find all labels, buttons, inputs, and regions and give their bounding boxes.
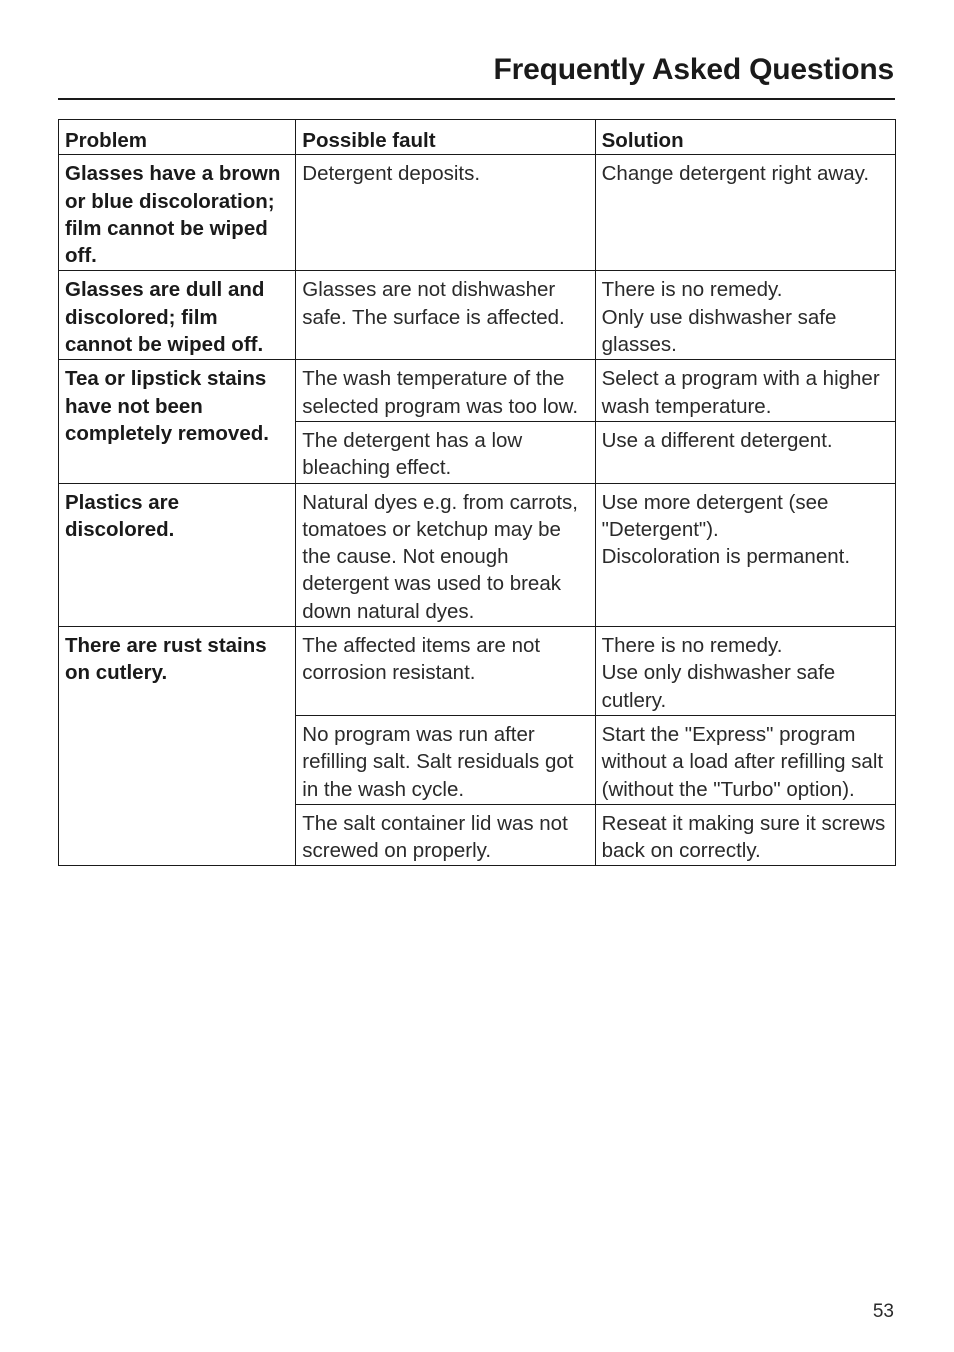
solution-text: Change detergent right away.	[601, 162, 870, 186]
solution-cell	[595, 804, 895, 866]
table-row	[59, 627, 896, 716]
solution-text: There is no remedy.	[601, 278, 783, 302]
possible-fault-cell	[296, 804, 595, 866]
problem-cell: Plastics are discolored.	[59, 483, 296, 626]
fault-text: The detergent has a low bleaching effect.	[302, 428, 523, 480]
page-title: Frequently Asked Questions	[493, 53, 894, 86]
possible-fault-cell	[296, 421, 595, 483]
possible-fault-cell	[296, 271, 595, 360]
header-problem: Problem	[59, 120, 296, 155]
possible-fault-cell	[296, 483, 595, 626]
solution-text: Use a different detergent.	[601, 428, 833, 452]
solution-cell	[595, 483, 895, 626]
solution-cell	[595, 627, 895, 716]
problem-cell: Tea or lipstick stains have not been completely removed.	[59, 360, 296, 483]
possible-fault-cell	[296, 360, 595, 422]
problem-cell: Glasses have a brown or blue discoloration; film cannot be wiped off.	[59, 155, 296, 271]
possible-fault-cell	[296, 627, 595, 716]
header-solution: Solution	[595, 120, 895, 155]
possible-fault-cell	[296, 715, 595, 804]
solution-text: Discoloration is permanent.	[601, 545, 851, 569]
fault-text: Glasses are not dishwasher safe. The surface is affected.	[302, 278, 565, 329]
title-divider	[58, 98, 895, 100]
table-row	[59, 483, 896, 626]
possible-fault-cell	[296, 155, 595, 271]
fault-text: The affected items are not corrosion resistant.	[302, 634, 541, 685]
solution-cell	[595, 155, 895, 271]
page-number: 53	[872, 1301, 894, 1322]
problem-cell: Glasses are dull and discolored; film cannot be wiped off.	[59, 271, 296, 360]
table-row	[59, 155, 896, 271]
solution-text: Reseat it making sure it screws back on correctly.	[601, 811, 886, 863]
problem-cell: There are rust stains on cutlery.	[59, 627, 296, 866]
fault-text: The salt container lid was not screwed on properly.	[302, 811, 568, 863]
table-row	[59, 360, 896, 422]
fault-text: The wash temperature of the selected program was too low.	[302, 367, 579, 418]
solution-text: Use only dishwasher safe cutlery.	[601, 661, 836, 712]
solution-text: Use more detergent (see "Detergent").	[601, 490, 829, 541]
faq-table-body	[59, 155, 896, 866]
solution-cell	[595, 360, 895, 422]
fault-text: Detergent deposits.	[302, 162, 481, 186]
solution-text: Only use dishwasher safe glasses.	[601, 305, 837, 357]
solution-cell	[595, 421, 895, 483]
header-possible-fault: Possible fault	[296, 120, 595, 155]
table-row	[59, 271, 896, 360]
table-header-row	[59, 120, 896, 155]
solution-cell	[595, 271, 895, 360]
solution-text: There is no remedy.	[601, 634, 783, 658]
fault-text: No program was run after refilling salt. Salt residuals got in the wash cycle.	[302, 722, 574, 801]
faq-table	[58, 119, 896, 866]
solution-text: Select a program with a higher wash temperature.	[601, 367, 880, 418]
solution-cell	[595, 715, 895, 804]
solution-text: Start the "Express" program without a load after refilling salt (without the "Turbo" option).	[601, 722, 884, 801]
fault-text: Natural dyes e.g. from carrots, tomatoes or ketchup may be the cause. Not enough detergent was used to break down natural dyes.	[302, 490, 578, 623]
